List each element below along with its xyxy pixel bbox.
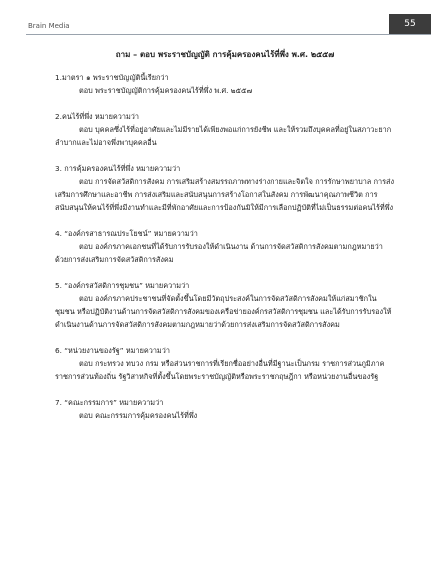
qa-item: [55, 227, 395, 266]
answer-text: ตอบ กระทรวง ทบวง กรม หรือส่วนราชการที่เรียกชื่ออย่างอื่นที่มีฐานะเป็นกรม ราชการส่วนภูมิภาค ราชการส่วนท้องถิ่น รัฐวิสาหกิจที่ตั้งขึ้นโดยพระราชบัญญัติหรือพระราชกฤษฎีกา หรือหน่วยงานอื่นของรัฐ: [55, 359, 385, 381]
answer-text: ตอบ การจัดสวัสดิการสังคม การเสริมสร้างสมรรถภาพทางร่างกายและจิตใจ การรักษาพยาบาล การส่งเสริมการศึกษาและอาชีพ การส่งเสริมและสนับสนุนการสร้างโอกาสในสังคม การพัฒนาคุณภาพชีวิต การสนับสนุนให้คนไร้ที่พึ่งมีงานทำและมีที่พักอาศัยและการป้องกันมิให้มีการเลือกปฏิบัติที่ไม่เป็นธรรมต่อคนไร้ที่พึ่ง: [55, 177, 395, 212]
header-divider: [26, 34, 431, 35]
question-text: 7. “คณะกรรมการ” หมายความว่า: [55, 398, 164, 407]
qa-item: [55, 71, 395, 97]
question-text: 5. “องค์กรสวัสดิการชุมชน” หมายความว่า: [55, 281, 190, 290]
qa-item: [55, 279, 395, 331]
question-text: 1.มาตรา ๑ พระราชบัญญัตินี้เรียกว่า: [55, 73, 169, 82]
answer-text: ตอบ คณะกรรมการคุ้มครองคนไร้ที่พึ่ง: [79, 411, 198, 420]
page-header: [0, 0, 431, 52]
brand-label: Brain Media: [28, 22, 70, 30]
answer-text: ตอบ องค์กรภาคประชาชนที่จัดตั้งขึ้นโดยมีวัตถุประสงค์ในการจัดสวัสดิการสังคมให้แก่สมาชิกในชุมชน หรือปฏิบัติงานด้านการจัดสวัสดิการสังคมของเครือข่ายองค์กรสวัสดิการชุมชน และได้รับการรับรองให้ดำเนินงานด้านการจัดสวัสดิการสังคมตามกฎหมายว่าด้วยการส่งเสริมการจัดสวัสดิการสังคม: [55, 294, 392, 329]
qa-item: [55, 110, 395, 149]
question-text: 2.คนไร้ที่พึ่ง หมายความว่า: [55, 112, 139, 121]
qa-item: [55, 162, 395, 214]
page-number-badge: 55: [389, 14, 431, 34]
question-text: 4. “องค์กรสาธารณประโยชน์” หมายความว่า: [55, 229, 198, 238]
answer-text: ตอบ องค์กรภาคเอกชนที่ได้รับการรับรองให้ดำเนินงาน ด้านการจัดสวัสดิการสังคมตามกฎหมายว่าด้วยการส่งเสริมการจัดสวัสดิการสังคม: [55, 242, 383, 264]
document-title: ถาม – ตอบ พระราชบัญญัติ การคุ้มครองคนไร้ที่พึ่ง พ.ศ. ๒๕๕๗: [115, 50, 335, 59]
answer-text: ตอบ พระราชบัญญัติการคุ้มครองคนไร้ที่พึ่ง พ.ศ. ๒๕๕๗: [79, 86, 253, 95]
document-body: [55, 48, 395, 435]
question-text: 3. การคุ้มครองคนไร้ที่พึ่ง หมายความว่า: [55, 164, 181, 173]
question-text: 6. “หน่วยงานของรัฐ” หมายความว่า: [55, 346, 170, 355]
answer-text: ตอบ บุคคลซึ่งไร้ที่อยู่อาศัยและไม่มีรายได้เพียงพอแก่การยังชีพ และให้รวมถึงบุคคลที่อยู่ในสภาวะยากลำบากและไม่อาจพึ่งพาบุคคลอื่น: [55, 125, 392, 147]
qa-item: [55, 344, 395, 383]
qa-item: [55, 396, 395, 422]
